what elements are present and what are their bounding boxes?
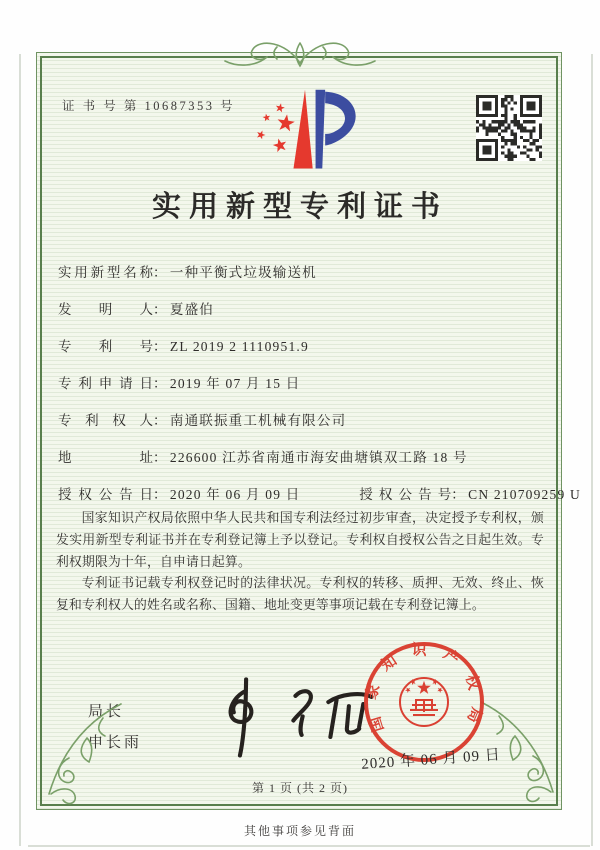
qr-code [476, 95, 542, 161]
seal-date: 2020 年 06 月 09 日 [360, 747, 502, 773]
emblem-gate [410, 700, 438, 715]
scan-edge-left [19, 54, 21, 846]
field-colon: ： [153, 339, 167, 354]
page-number: 第 1 页 (共 2 页) [252, 781, 348, 795]
seal-ring-text: 国家知识产权局 [363, 642, 485, 739]
field-row-patentee [58, 414, 544, 428]
grant-date-value: 2020 年 06 月 09 日 [169, 487, 301, 502]
field-colon: ： [153, 302, 167, 317]
director-name: 申长雨 [88, 734, 143, 751]
field-value: 南通联振重工机械有限公司 [169, 413, 347, 428]
scan-edge-right [591, 54, 593, 846]
legal-paragraph-2: 专利证书记载专利权登记时的法律状况。专利权的转移、质押、无效、终止、恢复和专利权人的姓名或名称、国籍、地址变更等事项记载在专利登记簿上。 [56, 576, 544, 613]
field-label: 专利号 [58, 339, 153, 354]
field-colon: ： [451, 487, 465, 502]
field-value: 夏盛伯 [169, 302, 214, 317]
field-colon: ： [153, 376, 167, 391]
certificate-title: 实用新型专利证书 [151, 191, 448, 223]
grant-number-label: 授权公告号 [359, 487, 452, 502]
field-value: 2019 年 07 月 15 日 [169, 376, 301, 391]
field-row-patent-number [58, 340, 544, 354]
grant-number-value: CN 210709259 U [468, 487, 581, 502]
scan-edge-bottom [28, 845, 590, 847]
grant-date-label: 授权公告日 [58, 487, 153, 502]
field-colon: ： [153, 265, 167, 280]
cnipa-logo [235, 84, 375, 180]
bottom-left-flourish-icon [39, 698, 134, 808]
field-row-grant [58, 487, 581, 502]
field-label: 实用新型名称 [58, 265, 153, 280]
logo-blue-bar [316, 90, 326, 169]
reverse-side-note: 其他事项参见背面 [243, 824, 356, 838]
field-label: 专利申请日 [58, 376, 153, 391]
field-colon: ： [153, 450, 167, 465]
logo-blue-p-bowl [325, 92, 356, 146]
director-title: 局长 [88, 703, 125, 720]
logo-red-spike [293, 90, 312, 169]
top-flourish-icon [215, 33, 385, 75]
field-row-address [58, 451, 544, 465]
field-row-filing-date [58, 377, 544, 391]
field-label: 发明人 [58, 302, 153, 317]
logo-stars [255, 102, 295, 152]
field-colon: ： [153, 487, 167, 502]
national-emblem-icon [400, 678, 448, 726]
field-row-name [58, 266, 544, 280]
field-label: 专利权人 [58, 413, 153, 428]
legal-text-block [56, 508, 544, 617]
legal-paragraph-1: 国家知识产权局依照中华人民共和国专利法经过初步审查，决定授予专利权，颁发实用新型专利证书并在专利登记簿上予以登记。专利权自授权公告之日起生效。专利权期限为十年，自申请日起算。 [56, 511, 544, 569]
field-value: 226600 江苏省南通市海安曲塘镇双工路 18 号 [169, 450, 468, 465]
field-row-inventor [58, 303, 544, 317]
field-label: 地址 [58, 450, 153, 465]
field-list [58, 265, 581, 525]
field-value: ZL 2019 2 1110951.9 [169, 339, 309, 354]
field-colon: ： [153, 413, 167, 428]
certificate-number: 证 书 号 第 10687353 号 [62, 99, 236, 113]
field-value: 一种平衡式垃圾输送机 [169, 265, 317, 280]
